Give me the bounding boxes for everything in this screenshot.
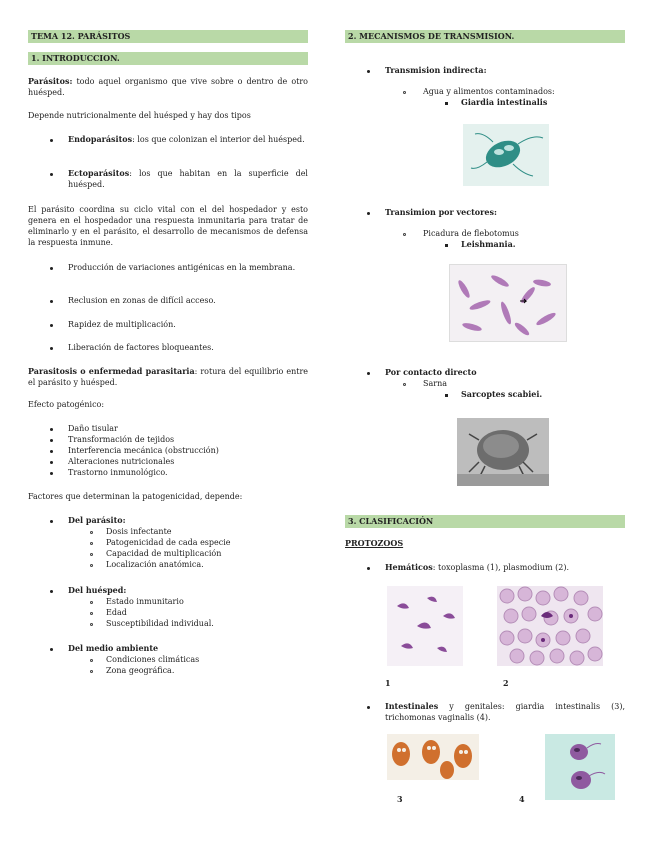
section-2-bar [345,30,625,43]
parasitosis-label: Parasitosis o enfermedad parasitaria [28,366,195,376]
efecto-item: Alteraciones nutricionales [68,457,175,466]
indirecta-label [385,65,487,76]
medio-label [68,643,158,654]
bullet-square [445,102,448,105]
figure-number-3: 3 [397,794,403,804]
protozoos-text: PROTOZOOS [345,538,404,548]
section-3-bar [345,515,625,528]
endo-item [68,134,308,145]
sarcoptes-text: Sarcoptes scabiei. [461,389,543,399]
bullet-circle [90,659,93,662]
intestinales-text: y genitales: giardia intestinalis (3), trichomonas vaginalis (4). [385,702,625,722]
giardia-illustration [463,124,549,186]
section-1-bar [28,52,308,65]
bullet-dot [50,173,53,176]
efecto-item: Trastorno inmunológico. [68,468,168,477]
section-2-title: 2. MECANISMOS DE TRANSMISION. [348,31,515,41]
bullet-dot [50,347,53,350]
section-3-title: 3. CLASIFICACIÓN [348,516,434,526]
giardia-label [461,97,547,108]
bullet-dot [50,648,53,651]
giardia-text: Giardia intestinalis [461,97,548,107]
huesped-item: Estado inmunitario [106,597,184,606]
bullet-circle [90,623,93,626]
tema-title-bar [28,30,308,43]
bullet-circle [403,233,406,236]
plasmodium-image [497,586,603,666]
bullet-dot [50,472,53,475]
figure-number-4: 4 [519,794,525,804]
efecto-heading: Efecto patogénico: [28,400,105,409]
bullet-square [445,394,448,397]
trichomonas-illustration [545,734,615,800]
bullet-circle [90,542,93,545]
parasito-item: Localización anatómica. [106,560,204,569]
parasito-label [68,515,126,526]
mecanismo-item: Rapidez de multiplicación. [68,320,176,329]
mecanismo-item: Liberación de factores bloqueantes. [68,343,214,352]
ciclo-paragraph: El parásito coordina su ciclo vital con el del hospedador y esto genera en el hospedador una respuesta inmunitaria para tratar de eliminarlo y en el parásito, el desarrollo de mecanismos de defensa la respuesta inmune. [28,205,308,247]
bullet-circle [403,383,406,386]
parasito-item: Capacidad de multiplicación [106,549,222,558]
giardia-stained-image [387,734,479,780]
ecto-label: Ectoparásitos [68,168,130,178]
parasitos-text: todo aquel organismo que vive sobre o dentro de otro huésped. [28,77,308,97]
trichomonas-image [545,734,615,800]
indirecta-text: Transmision indirecta: [385,65,487,75]
medio-label-text: Del medio ambiente [68,643,159,653]
vectores-label [385,207,497,218]
intestinales-label: Intestinales [385,701,439,711]
leishmania-label [461,239,516,250]
protozoos-heading [345,538,403,549]
bullet-dot [367,706,370,709]
parasitosis-paragraph [28,366,308,388]
bullet-dot [50,461,53,464]
leishmania-image [449,264,567,342]
sarna-item: Sarna [423,379,447,388]
leishmania-illustration [450,265,566,341]
huesped-item: Edad [106,608,127,617]
bullet-dot [367,212,370,215]
mecanismo-item: Reclusion en zonas de difícil acceso. [68,296,216,305]
bullet-square [445,244,448,247]
hematicos-label: Hemáticos [385,562,433,572]
sarcoptes-label [461,389,542,400]
bullet-dot [50,139,53,142]
parasitos-paragraph [28,76,308,98]
sarcoptes-illustration [457,418,549,486]
parasitos-label: Parásitos: [28,76,73,86]
depende-paragraph: Depende nutricionalmente del huésped y hay dos tipos [28,111,251,120]
huesped-label [68,585,126,596]
endo-label: Endoparásitos [68,134,133,144]
factores-heading: Factores que determinan la patogenicidad, depende: [28,492,243,501]
parasito-item: Patogenicidad de cada especie [106,538,231,547]
bullet-dot [50,520,53,523]
giardia-image [463,124,549,186]
leishmania-text: Leishmania. [461,239,516,249]
bullet-circle [90,564,93,567]
mecanismo-item: Producción de variaciones antigénicas en la membrana. [68,263,296,272]
tema-title: TEMA 12. PARÁSITOS [31,31,131,41]
ecto-item [68,168,308,190]
bullet-dot [50,324,53,327]
parasito-item: Dosis infectante [106,527,172,536]
bullet-dot [367,567,370,570]
huesped-label-text: Del huésped: [68,585,127,595]
bullet-circle [403,91,406,94]
figure-number-1: 1 [385,678,391,688]
section-1-title: 1. INTRODUCCION. [31,53,120,63]
bullet-dot [50,428,53,431]
bullet-circle [90,553,93,556]
contacto-label [385,367,477,378]
bullet-dot [367,372,370,375]
bullet-circle [90,601,93,604]
parasitosis-text: : rotura del equilibrio entre el parásito y huésped. [28,367,308,387]
contacto-text: Por contacto directo [385,367,477,377]
agua-item: Agua y alimentos contaminados: [423,87,555,96]
bullet-circle [90,670,93,673]
endo-text: : los que colonizan el interior del huésped. [132,135,305,144]
bullet-dot [50,450,53,453]
bullet-circle [90,531,93,534]
bullet-dot [50,439,53,442]
hematicos-text: : toxoplasma (1), plasmodium (2). [432,563,570,572]
bullet-dot [367,70,370,73]
picadura-item: Picadura de flebotomus [423,229,519,238]
efecto-item: Daño tisular [68,424,118,433]
hematicos-item [385,562,625,573]
figure-number-2: 2 [503,678,509,688]
medio-item: Condiciones climáticas [106,655,200,664]
plasmodium-illustration [497,586,603,666]
sarcoptes-image [457,418,549,486]
toxoplasma-image [387,586,463,666]
efecto-item: Transformación de tejidos [68,435,175,444]
bullet-dot [50,300,53,303]
vectores-text: Transimion por vectores: [385,207,497,217]
medio-item: Zona geográfica. [106,666,175,675]
bullet-dot [50,590,53,593]
bullet-dot [50,267,53,270]
ecto-text: : los que habitan en la superficie del huésped. [68,169,308,189]
toxoplasma-illustration [387,586,463,666]
bullet-circle [90,612,93,615]
huesped-item: Susceptibilidad individual. [106,619,214,628]
intestinales-item [385,701,625,723]
giardia-stained-illustration [387,734,479,780]
efecto-item: Interferencia mecánica (obstrucción) [68,446,219,455]
parasito-label-text: Del parásito: [68,515,126,525]
